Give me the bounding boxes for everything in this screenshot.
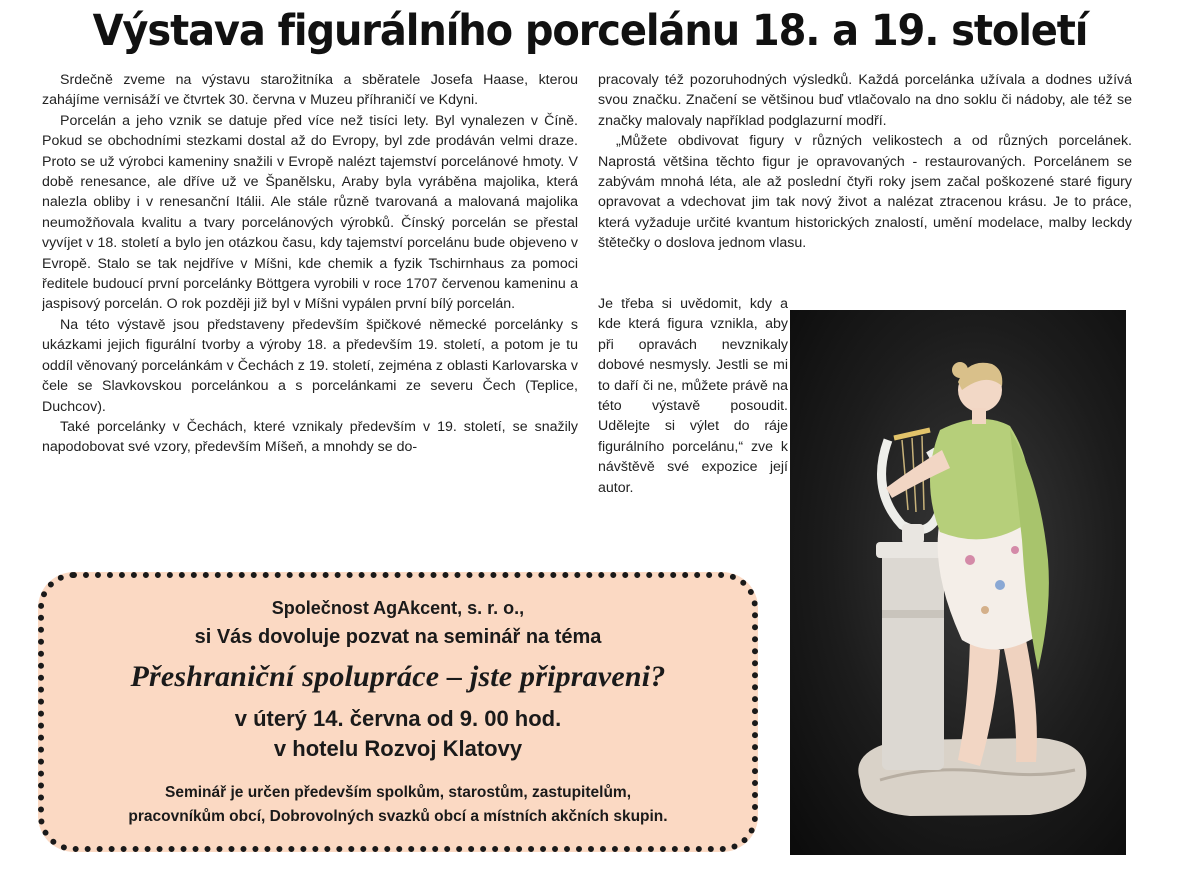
invitation-note: Seminář je určen především spolkům, starostům, zastupitelům,: [165, 784, 631, 801]
article-paragraph: Porcelán a jeho vznik se datuje před více než tisíci lety. Byl vynalezen v Číně. Pokud se obchodními stezkami dostal až do Evropy, byl zde prodáván velmi draze. Proto se už výrobci kameniny snažili v Evropě nalézt tajemství porcelánové hmoty. V době renesance, ale dříve už ve Španělsku, Araby byla vyráběna majolika, která nalezla obliby i v renesanční Itálii. Ale stále různě tvarovaná a malovaná majolika neumožňovala kvalitu a tvary porcelánových výrobků. Čínský porcelán se přestal vyvíjet v 18. století a bylo jen otázkou času, kdy tajemství porcelánu bude objeveno v Evropě. Stalo se tak nejdříve v Míšni, kde chemik a fyzik Tschirnhaus za pomoci ředitele budoucí první porcelánky Böttgera vyrobili v roce 1707 červenou kameninu a jaspisový porcelán. O rok později již byl v Míšni vypálen první bílý porcelán.: [42, 112, 578, 313]
article-right-column: [598, 70, 1132, 298]
porcelain-figure-photo: [790, 310, 1126, 855]
article-paragraph: Je třeba si uvědomit, kdy a kde která figura vznikla, aby při opravách nevznikaly dobové nesmysly. Jestli se mi to daří či ne, můžete právě na této výstavě posoudit. Udělejte si výlet do ráje figurálního porcelánu,“ zve k návštěvě své expozice její autor.: [598, 296, 788, 496]
invitation-company: Společnost AgAkcent, s. r. o.,: [271, 598, 525, 618]
invitation-place: v hotelu Rozvoj Klatovy: [273, 736, 523, 761]
article-narrow-column: [598, 294, 788, 554]
article-paragraph: Na této výstavě jsou představeny především špičkové německé porcelánky s ukázkami jejich figurální tvorby a výroby 18. a především 19. století, a potom je tu oddíl věnovaný porcelánkám v Čechách z 19. století, zejména z oblasti Karlovarska v čele se Slavkovskou porcelánkou a s porcelánkami ze severu Čech (Teplice, Duchcov).: [42, 316, 578, 415]
article-left-column: [42, 70, 578, 550]
article-paragraph: Také porcelánky v Čechách, které vznikaly především v 19. století, se snažily napodobovat své vzory, především Míšeň, a mnohdy se do-: [42, 418, 578, 456]
porcelain-figure-illustration: [790, 310, 1126, 855]
invitation-date: v úterý 14. června od 9. 00 hod.: [234, 706, 562, 731]
invitation-note: pracovníkům obcí, Dobrovolných svazků obcí a místních akčních skupin.: [128, 808, 668, 825]
article-title: Výstava figurálního porcelánu 18. a 19. století: [92, 6, 1088, 56]
article-quote: „Můžete obdivovat figury v různých velikostech a od různých porcelánek. Naprostá většina těchto figur je opravovaných - restaurovaných. Porcelánem se zabývám mnohá léta, ale až poslední čtyři roky jsem začal poškozené staré figury opravovat a vdechovat jim tak nový život a nalézat ztracenou krásu. Je to práce, která vyžaduje určité kvantum historických znalostí, umění modelace, malby leckdy štětečky o doslova jednom vlasu.: [598, 133, 1132, 252]
article-paragraph: pracovaly též pozoruhodných výsledků. Každá porcelánka užívala a dodnes užívá svou značku. Značení se většinou buď vtlačovalo na dno soklu či nádoby, ale též se značky malovaly například podglazurní modří.: [598, 72, 1132, 129]
seminar-invitation-box: [38, 572, 758, 852]
invitation-intro: si Vás dovoluje pozvat na seminář na téma: [194, 626, 602, 648]
article-paragraph: Srdečně zveme na výstavu starožitníka a sběratele Josefa Haase, kterou zahájíme vernisáží ve čtvrtek 30. června v Muzeu příhraničí ve Kdyni.: [42, 72, 578, 109]
invitation-topic: Přeshraniční spolupráce – jste připraveni?: [130, 660, 666, 693]
